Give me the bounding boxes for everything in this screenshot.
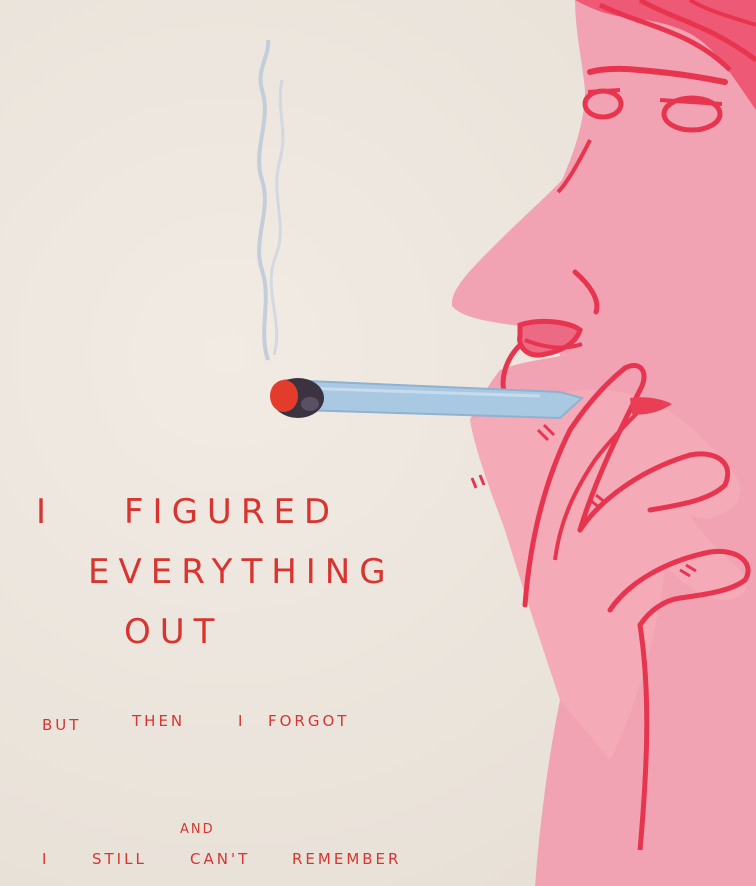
text-cant: CAN'T	[190, 850, 251, 868]
text-i: I	[36, 492, 56, 532]
text-i-small: I	[238, 712, 246, 730]
text-out: OUT	[124, 612, 224, 652]
text-and: AND	[180, 822, 215, 837]
text-still: STILL	[92, 850, 147, 868]
text-but: BUT	[42, 716, 82, 734]
smoke	[259, 40, 268, 360]
text-then: THEN	[132, 712, 186, 730]
text-remember: REMEMBER	[292, 850, 402, 868]
text-everything: EVERYTHING	[88, 552, 395, 592]
text-forgot: FORGOT	[268, 712, 350, 730]
text-i-final: I	[42, 850, 50, 868]
text-figured: FIGURED	[124, 492, 340, 532]
